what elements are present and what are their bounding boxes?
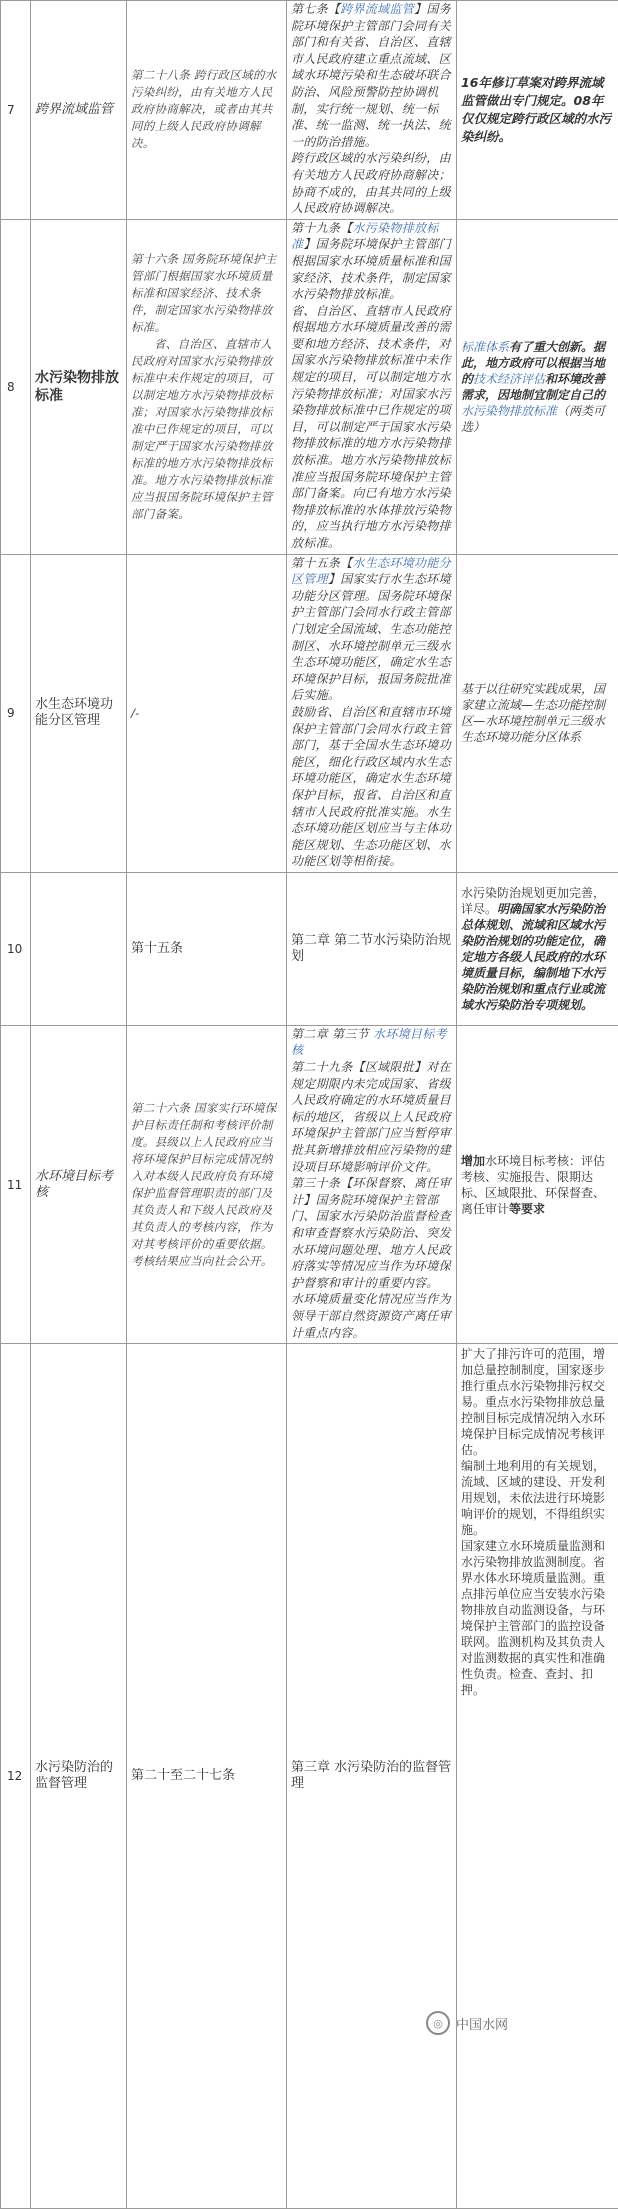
row-number: 10 [1,872,31,1025]
watermark-logo-icon: ◎ [426,2011,450,2035]
old-law-text: 第十六条 国务院环境保护主管部门根据国家水环境质量标准和国家经济、技术条件，制定国家水污染物排放标准。 省、自治区、直辖市人民政府对国家水污染物排放标准中未作规定的项目，可以制定地方水污染物排放标准；对国家水污染物排放标准中已作规定的项目，可以制定严于国家水污染物排放标准的地方水污染物排放标准。地方水污染物排放标准应当报国务院环境保护主管部门备案。 [127,219,287,554]
row-number: 12 [1,1344,31,2209]
table-row [1,554,618,872]
old-law-text: /- [127,554,287,872]
remark-text: 基于以往研究实践成果，国家建立流域—生态功能控制区—水环境控制单元三级水生态环境功能分区体系 [457,554,618,872]
remark-text: 16年修订草案对跨界流域监管做出专门规定。08年仅仅规定跨行政区域的水污染纠纷。 [457,1,618,220]
row-number: 7 [1,1,31,220]
row-number: 11 [1,1025,31,1343]
new-draft-text: 第二章 第三节 水环境目标考核 第二十九条【区域限批】对在规定期限内未完成国家、省级人民政府确定的水环境质量目标的地区，省级以上人民政府环境保护主管部门应当暂停审批其新增排放相应污染物的建设项目环境影响评价文件。 第三十条【环保督察、离任审计】国务院环境保护主管部门、国家水污染防治监督检查和审查督察水污染防治、突发水环境问题处理、地方人民政府落实等情况应当作为环境保护督察和审计的重要内容。 水环境质量变化情况应当作为领导干部自然资源资产离任审计重点内容。 [287,1025,457,1343]
old-law-text: 第二十六条 国家实行环境保护目标责任制和考核评价制度。县级以上人民政府应当将环境保护目标完成情况纳入对本级人民政府负有环境保护监督管理职责的部门及其负责人和下级人民政府及其负责人的考核内容，作为对其考核评价的重要依据。考核结果应当向社会公开。 [127,1025,287,1343]
row-number: 9 [1,554,31,872]
watermark-text: 中国水网 [456,2014,508,2033]
remark-text: 标准体系有了重大创新。据此，地方政府可以根据当地的技术经济评估和环境改善需求，因地制宜制定自己的水污染物排放标准（两类可选） [457,219,618,554]
new-draft-text: 第十九条【水污染物排放标准】国务院环境保护主管部门根据国家水环境质量标准和国家经济、技术条件，制定国家水污染物排放标准。 省、自治区、直辖市人民政府根据地方水环境质量改善的需要和地方经济、技术条件，对国家水污染物排放标准中未作规定的项目，可以制定地方水污染物排放标准；对国家水污染物排放标准中已作规定的项目，可以制定严于国家水污染物排放标准的地方水污染物排放标准。地方水污染物排放标准应当报国务院环境保护主管部门备案。向已有地方水污染物排放标准的水体排放污染物的，应当执行地方水污染物排放标准。 [287,219,457,554]
new-draft-text: 第二章 第二节水污染防治规划 [287,872,457,1025]
table-row [1,872,618,1025]
old-law-text: 第二十至二十七条 [127,1344,287,2209]
row-number: 8 [1,219,31,554]
row-topic: 水环境目标考核 [31,1025,127,1343]
highlight-term: 水生态环境功能分区管理 [291,556,451,587]
row-topic: 水生态环境功能分区管理 [31,554,127,872]
table-row [1,219,618,554]
old-law-text: 第十五条 [127,872,287,1025]
watermark [426,2010,616,2036]
remark-text: 水污染防治规划更加完善，详尽。明确国家水污染防治总体规划、流域和区域水污染防治规划的功能定位，确定地方各级人民政府的水环境质量目标，编制地下水污染防治规划和重点行业或流域水污染防治专项规划。 [457,872,618,1025]
highlight-term: 水环境目标考核 [291,1027,447,1058]
highlight-term: 跨界流域监管 [340,2,414,16]
old-law-text: 第二十八条 跨行政区域的水污染纠纷，由有关地方人民政府协商解决，或者由其共同的上级人民政府协调解决。 [127,1,287,220]
table-row [1,1344,618,2209]
new-draft-text: 第三章 水污染防治的监督管理 [287,1344,457,2209]
row-topic [31,872,127,1025]
new-draft-text: 第七条【跨界流域监管】国务院环境保护主管部门会同有关部门和有关省、自治区、直辖市人民政府建立重点流域、区域水环境污染和生态破坏联合防治、风险预警防控协调机制，实行统一规划、统一标准、统一监测、统一执法、统一的防治措施。 跨行政区域的水污染纠纷，由有关地方人民政府协商解决；协商不成的，由其共同的上级人民政府协调解决。 [287,1,457,220]
remark-text: 扩大了排污许可的范围，增加总量控制制度，国家逐步推行重点水污染物排污权交易。重点水污染物排放总量控制目标完成情况纳入水环境保护目标完成情况考核评估。 编制土地利用的有关规划，流域、区域的建设、开发利用规划，未依法进行环境影响评价的规划，不得组织实施。 国家建立水环境质量监测和水污染物排放监测制度。省界水体水环境质量监测。重点排污单位应当安装水污染物排放自动监测设备，与环境保护主管部门的监控设备联网。监测机构及其负责人对监测数据的真实性和准确性负责。检查、查封、扣押。 [457,1344,618,2209]
highlight-term: 水污染物排放标准 [291,221,439,252]
row-topic: 水污染物排放标准 [31,219,127,554]
new-draft-text: 第十五条【水生态环境功能分区管理】国家实行水生态环境功能分区管理。国务院环境保护主管部门会同水行政主管部门划定全国流域、生态功能控制区、水环境控制单元三级水生态环境功能区，确定水生态环境保护目标，报国务院批准后实施。 鼓励省、自治区和直辖市环境保护主管部门会同水行政主管部门，基于全国水生态环境功能区，细化行政区域内水生态环境功能区，确定水生态环境保护目标，报省、自治区和直辖市人民政府批准实施。水生态环境功能区划应当与主体功能区规划、生态功能区划、水功能区划等相衔接。 [287,554,457,872]
remark-text: 增加水环境目标考核：评估考核、实施报告、限期达标、区域限批、环保督查、离任审计等要求 [457,1025,618,1343]
row-topic: 水污染防治的监督管理 [31,1344,127,2209]
row-topic: 跨界流域监管 [31,1,127,220]
table-row [1,1025,618,1343]
table-row [1,1,618,220]
